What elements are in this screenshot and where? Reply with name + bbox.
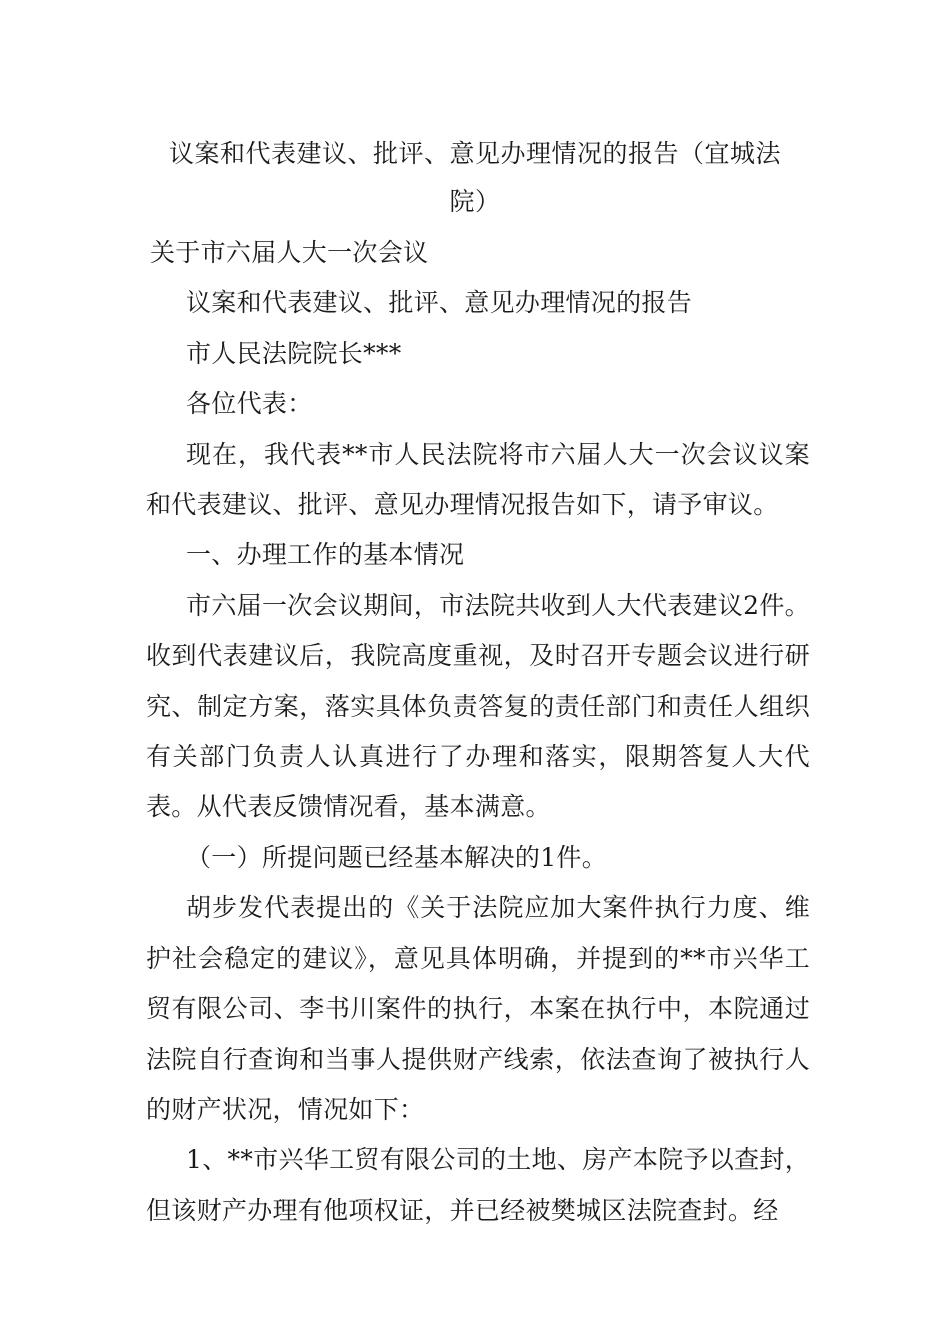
paragraph-intro: 现在，我代表**市人民法院将市六届人大一次会议议案和代表建议、批评、意见办理情况报告如下，请予审议。	[146, 439, 810, 520]
subsection-heading-1: （一）所提问题已经基本解决的1件。	[186, 842, 608, 872]
paragraph-basic-situation: 市六届一次会议期间，市法院共收到人大代表建议2件。收到代表建议后，我院高度重视，及时召开专题会议进行研究、制定方案，落实具体负责答复的责任部门和责任人组织有关部门负责人认真进行了办理和落实，限期答复人大代表。从代表反馈情况看，基本满意。	[146, 590, 810, 822]
paragraph-delegate-proposal: 胡步发代表提出的《关于法院应加大案件执行力度、维护社会稳定的建议》，意见具体明确，并提到的**市兴华工贸有限公司、李书川案件的执行，本案在执行中，本院通过法院自行查询和当事人提供财产线索，依法查询了被执行人的财产状况，情况如下：	[146, 893, 810, 1124]
document-title: 议案和代表建议、批评、意见办理情况的报告（宜城法院）	[168, 139, 781, 216]
document-body	[146, 228, 810, 1236]
author-line: 市人民法院院长***	[186, 338, 402, 368]
heading-line-2: 议案和代表建议、批评、意见办理情况的报告	[186, 288, 693, 318]
section-heading-1: 一、办理工作的基本情况	[186, 540, 465, 570]
paragraph-item-1: 1、**市兴华工贸有限公司的土地、房产本院予以查封，但该财产办理有他项权证，并已经被樊城区法院查封。经	[146, 1145, 810, 1225]
heading-line-1: 关于市六届人大一次会议	[150, 238, 429, 267]
salutation: 各位代表：	[186, 389, 313, 419]
